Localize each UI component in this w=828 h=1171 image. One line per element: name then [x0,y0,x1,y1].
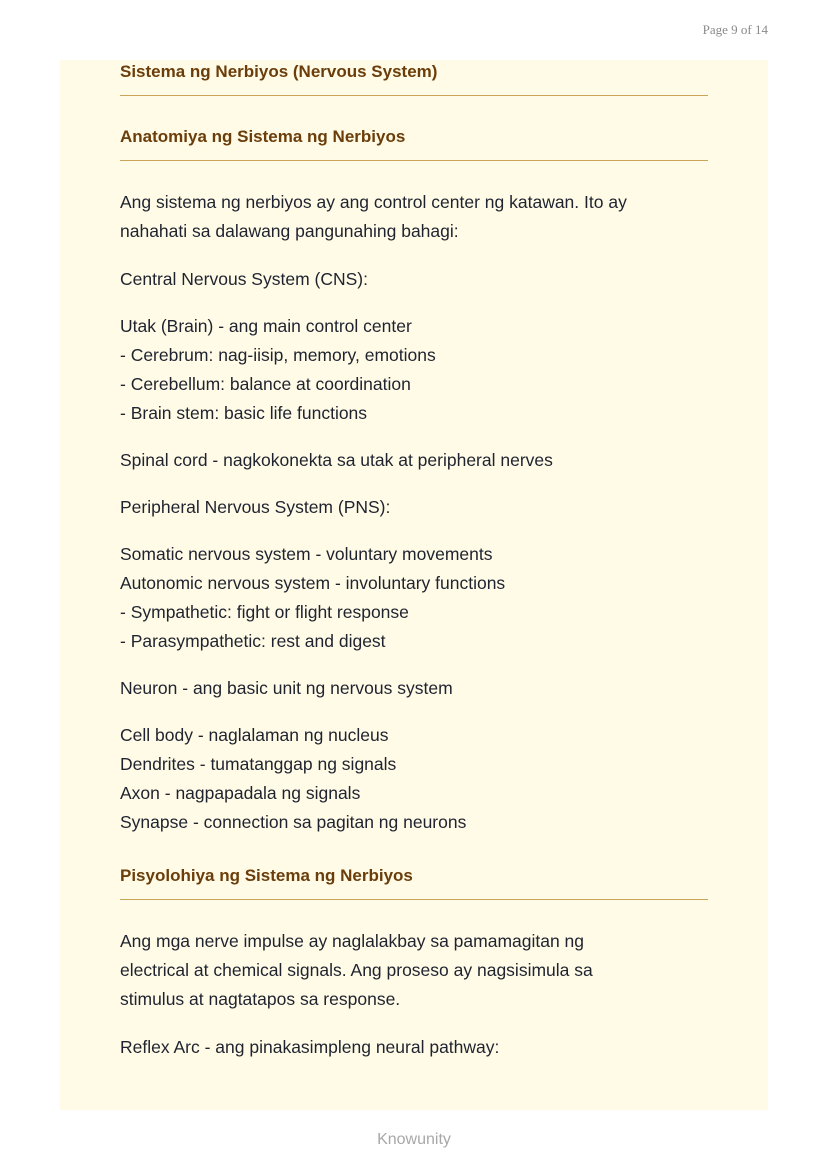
anatomy-intro [120,188,708,246]
brain-list [120,312,708,428]
list-item: Utak (Brain) - ang main control center [120,316,412,336]
anatomy-heading: Anatomiya ng Sistema ng Nerbiyos [120,127,406,146]
list-item: Synapse - connection sa pagitan ng neurons [120,812,467,832]
document-body [120,60,708,1110]
list-item: - Cerebellum: balance at coordination [120,374,411,394]
spinal-cord-line: Spinal cord - nagkokonekta sa utak at peripheral nerves [120,450,553,470]
neuron-line: Neuron - ang basic unit ng nervous system [120,678,453,698]
list-item: Autonomic nervous system - involuntary functions [120,573,506,593]
list-item: - Sympathetic: fight or flight response [120,602,409,622]
text-line: Ang sistema ng nerbiyos ay ang control center ng katawan. Ito ay [120,192,627,212]
list-item: - Parasympathetic: rest and digest [120,631,386,651]
physiology-divider [120,899,708,900]
reflex-arc-line: Reflex Arc - ang pinakasimpleng neural pathway: [120,1037,500,1057]
document-card [60,60,768,1110]
list-item: Axon - nagpapadala ng signals [120,783,361,803]
page-number: Page 9 of 14 [702,22,768,37]
document-title: Sistema ng Nerbiyos (Nervous System) [120,62,438,81]
text-line: Ang mga nerve impulse ay naglalakbay sa pamamagitan ng [120,931,585,951]
list-item: Dendrites - tumatanggap ng signals [120,754,397,774]
text-line: nahahati sa dalawang pangunahing bahagi: [120,221,459,241]
list-item: - Brain stem: basic life functions [120,403,368,423]
text-line: electrical at chemical signals. Ang proseso ay nagsisimula sa [120,960,593,980]
physiology-intro [120,927,708,1014]
footer-brand: Knowunity [377,1131,451,1148]
list-item: Cell body - naglalaman ng nucleus [120,725,389,745]
anatomy-divider [120,160,708,161]
pns-label: Peripheral Nervous System (PNS): [120,497,391,517]
list-item: - Cerebrum: nag-iisip, memory, emotions [120,345,436,365]
neuron-parts-list [120,721,708,837]
list-item: Somatic nervous system - voluntary movements [120,544,493,564]
text-line: stimulus at nagtatapos sa response. [120,989,401,1009]
cns-label: Central Nervous System (CNS): [120,269,368,289]
physiology-heading: Pisyolohiya ng Sistema ng Nerbiyos [120,866,413,885]
title-divider [120,95,708,96]
pns-list [120,540,708,656]
